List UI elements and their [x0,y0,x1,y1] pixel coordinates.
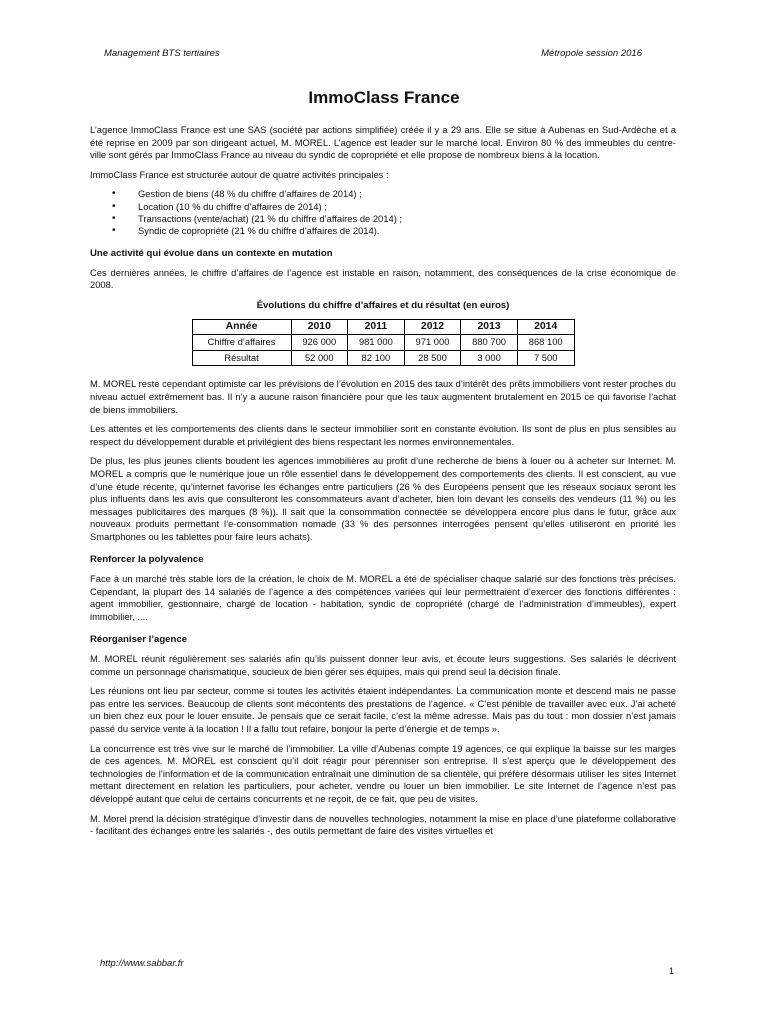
table-header-cell: 2011 [348,319,405,335]
table-header-cell: Année [192,319,291,335]
table-header-cell: 2010 [291,319,348,335]
page-number: 1 [669,966,675,976]
table-cell-label: Chiffre d’affaires [192,335,291,351]
financial-table [192,319,575,367]
paragraph: M. MOREL réunit régulièrement ses salariés afin qu’ils puissent donner leur avis, et écoute leurs suggestions. Ses salariés le décrivent comme un personnage charismatique, soucieux de bien gérer ses équipes, mais qui prend seul la décision finale. [90,653,676,677]
header-left: Management BTS tertiaires [104,48,220,59]
list-item: • Syndic de copropriété (21 % du chiffre d’affaires de 2014). [90,225,676,237]
table-cell: 82 100 [348,350,405,366]
table-cell: 868 100 [517,335,574,351]
paragraph: Les réunions ont lieu par secteur, comme si toutes les activités étaient indépendantes. La communication monte et descend mais ne passe pas entre les services. Beaucoup de clients sont mécontents des prestations de l’agence. « C’est pénible de travailler avec eux. J’ai acheté un bien chez eux pour le louer ensuite. Je pensais que ce serait facile, c’est la même adresse. Mais pas du tout : mon dossier n’est jamais passé du service vente à la location ! Il a fallu tout refaire, bonjour la perte d’énergie et de temps ». [90,685,676,734]
table-cell: 926 000 [291,335,348,351]
list-item: • Transactions (vente/achat) (21 % du chiffre d’affaires de 2014) ; [90,213,676,225]
paragraph: De plus, les plus jeunes clients boudent les agences immobilières au profit d’une recherche de biens à louer ou à acheter sur Internet. M. MOREL a compris que le numérique joue un rôle essentiel dans le développement des comportements des clients. Il est conscient, au vue d’une étude récente, qu’internet favorise les échanges entre particuliers (26 % des Européens pensent que les réseaux sociaux seront les plus influents dans les avis que consulteront les consommateurs avant d’acheter, bien loin devant les conseils des vendeurs (11 %) ou les messages publicitaires des marques (8 %)). Il sait que la consommation connectée se développera encore plus dans le futur, grâce aux nouveaux produits permettant l’e-consommation nomade (33 % des personnes interrogées pensent qu’elles utiliseront en priorité les Smartphones ou les tablettes pour faire leurs achats). [90,455,676,542]
list-item: • Gestion de biens (48 % du chiffre d’affaires de 2014) ; [90,188,676,200]
section-heading-polyvalence: Renforcer la polyvalence [90,554,204,566]
header-right: Métropole session 2016 [541,48,642,59]
paragraph: La concurrence est très vive sur le marché de l’immobilier. La ville d’Aubenas compte 19 agences, ce qui explique la baisse sur les marges de ces agences. M. MOREL est conscient qu’il doit réagir pour pérenniser son entreprise. Il s’est aperçu que le développement des technologies de l’information et de la communication entraînait une diminution de sa clientèle, qui préfère désormais utiliser les sites Internet mettant directement en relation les particuliers, pour acheter, vendre ou louer un bien immobilier. Le site Internet de l’agence n’est pas développé autant que celui de certains concurrents et ne reçoit, de ce fait, que peu de visites. [90,742,676,804]
table-cell: 3 000 [461,350,518,366]
list-item: • Location (10 % du chiffre d’affaires de 2014) ; [90,201,676,213]
document-body [90,124,676,845]
table-header-cell: 2012 [404,319,461,335]
paragraph: Ces dernières années, le chiffre d’affaires de l’agence est instable en raison, notamment, des conséquences de la crise économique de 2008. [90,266,676,291]
table-row [192,350,574,366]
table-header-row [192,319,574,335]
table-row [192,335,574,351]
footer-url: http://www.sabbar.fr [100,958,184,969]
table-cell: 880 700 [461,335,518,351]
table-cell: 52 000 [291,350,348,366]
table-cell: 981 000 [348,335,405,351]
table-cell: 28 500 [404,350,461,366]
paragraph: Les attentes et les comportements des clients dans le secteur immobilier sont en constante évolution. Ils sont de plus en plus sensibles au respect du développement durable et privilégient des biens respectant les normes environnementales. [90,423,676,447]
table-header-cell: 2013 [461,319,518,335]
section-heading-mutation: Une activité qui évolue dans un contexte en mutation [90,248,333,260]
table-cell: 971 000 [404,335,461,351]
paragraph: Face à un marché très stable lors de la création, le choix de M. MOREL a été de spécialiser chaque salarié sur des fonctions très précises. Cependant, la plupart des 14 salariés de l’agence a des compétences variées qui leur permettraient d’exercer des fonctions différentes : agent immobilier, gestionnaire, chargé de location - habitation, syndic de copropriété (chargé de l’administration d’immeubles), expert immobilier, .... [90,573,676,622]
paragraph: M. MOREL reste cependant optimiste car les prévisions de l’évolution en 2015 des taux d’intérêt des prêts immobiliers vont rester proches du niveau actuel extrêmement bas. Il n’y a aucune raison financière pour que les taux augmentent brutalement en 2015 ce qui favorise l’achat de biens immobiliers. [90,378,676,415]
intro-activities-lead: ImmoClass France est structurée autour de quatre activités principales : [90,168,389,180]
table-cell: 7 500 [517,350,574,366]
table-caption: Évolutions du chiffre d’affaires et du résultat (en euros) [256,299,510,311]
intro-paragraph: L’agence ImmoClass France est une SAS (société par actions simplifiée) créée il y a 29 ans. Elle se situe à Aubenas en Sud-Ardèche et a été reprise en 2009 par son dirigeant actuel, M. MOREL. L’agence est leader sur le marché local. Environ 80 % des immeubles du centre-ville sont gérés par ImmoClass France au niveau du syndic de copropriété et elle propose de nombreux biens à la location. [90,124,676,161]
document-title: ImmoClass France [308,88,460,107]
table-header-cell: 2014 [517,319,574,335]
section-heading-reorganiser: Réorganiser l’agence [90,634,188,646]
paragraph: M. Morel prend la décision stratégique d’investir dans de nouvelles technologies, notamment la mise en place d’une plateforme collaborative - facilitant des échanges entre les salariés -, des outils permettant de faire des visites virtuelles et [90,812,676,837]
table-cell-label: Résultat [192,350,291,366]
activities-list [90,188,676,237]
